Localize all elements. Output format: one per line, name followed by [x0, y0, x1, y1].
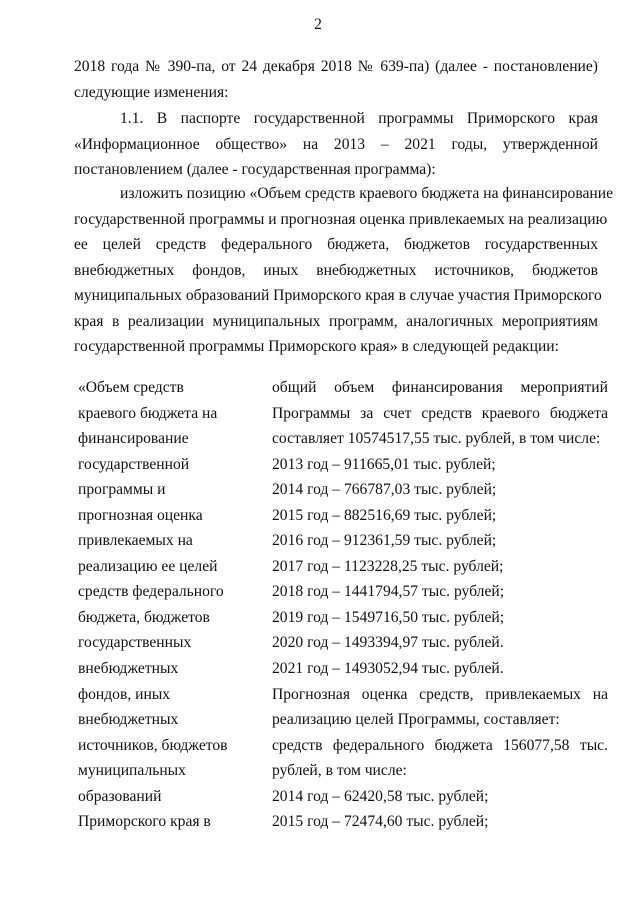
intro-paragraph — [74, 54, 598, 105]
left-cell-line: привлекаемых на — [78, 532, 193, 550]
left-cell-line: источников, бюджетов — [78, 736, 228, 754]
left-cell-line: «Объем средств — [78, 379, 184, 396]
paragraph-line: государственной программы Приморского края» в следующей редакции: — [74, 338, 559, 355]
left-cell-line: финансирование — [78, 430, 189, 448]
year-amount-line: 2017 год – 1123228,25 тыс. рублей; — [272, 557, 504, 575]
year-amount-line: 2016 год – 912361,59 тыс. рублей; — [272, 532, 497, 550]
left-cell-line: государственных — [78, 634, 192, 652]
paragraph-line: постановлением (далее - государственная программа): — [74, 161, 436, 178]
year-amount-line: 2018 год – 1441794,57 тыс. рублей; — [272, 583, 505, 601]
year-amount-line: 2020 год – 1493394,97 тыс. рублей. — [272, 634, 504, 652]
right-cell-line: реализацию целей Программы, составляет: — [272, 711, 560, 729]
left-cell-line: бюджета, бюджетов — [78, 608, 210, 626]
year-amount-line: 2013 год – 911665,01 тыс. рублей; — [272, 455, 496, 473]
year-amount-line: 2019 год – 1549716,50 тыс. рублей; — [272, 608, 505, 626]
paragraph-line: 1.1. В паспорте государственной программы Приморского края — [120, 110, 598, 127]
paragraph-line: «Информационное общество» на 2013 – 2021 годы, утвержденной — [74, 135, 598, 153]
paragraph-line: государственной программы и прогнозная оценка привлекаемых на реализацию — [74, 210, 608, 228]
right-cell-line: Программы за счет средств краевого бюджета — [272, 404, 608, 422]
paragraph-line: изложить позицию «Объем средств краевого бюджета на финансирование — [120, 185, 614, 202]
right-cell-line: рублей, в том числе: — [272, 762, 407, 780]
paragraph-line: 2018 года № 390-па, от 24 декабря 2018 № 639-па) (далее - постановление) — [74, 58, 598, 75]
left-cell-line: программы и — [78, 481, 166, 499]
year-amount-line: 2015 год – 72474,60 тыс. рублей; — [272, 813, 489, 831]
left-cell-line: муниципальных — [78, 762, 186, 780]
left-cell-line: государственной — [78, 455, 190, 473]
left-cell-line: Приморского края в — [78, 813, 211, 831]
year-amount-line: 2015 год – 882516,69 тыс. рублей; — [272, 506, 497, 524]
left-cell-line: реализацию ее целей — [78, 557, 218, 575]
paragraph-line: муниципальных образований Приморского края в случае участия Приморского — [74, 287, 602, 304]
paragraph-line: ее целей средств федерального бюджета, бюджетов государственных — [74, 236, 598, 253]
right-cell-line: общий объем финансирования мероприятий — [272, 379, 608, 396]
year-amount-line: 2014 год – 766787,03 тыс. рублей; — [272, 481, 497, 499]
paragraph-line: края в реализации муниципальных программ, аналогичных мероприятиям — [74, 312, 598, 330]
year-amount-line: 2014 год – 62420,58 тыс. рублей; — [272, 787, 489, 805]
right-cell-line: составляет 10574517,55 тыс. рублей, в том числе: — [272, 430, 601, 448]
paragraph-line: следующие изменения: — [74, 83, 229, 101]
page-number: 2 — [314, 16, 322, 33]
instruction-paragraph — [74, 181, 614, 360]
paragraph-line: внебюджетных фондов, иных внебюджетных источников, бюджетов — [74, 261, 598, 279]
left-cell-line: внебюджетных — [78, 660, 179, 678]
left-cell-line: средств федерального — [78, 583, 224, 601]
table-right-column — [272, 375, 608, 835]
left-cell-line: краевого бюджета на — [78, 404, 218, 422]
left-cell-line: образований — [78, 787, 162, 805]
amendment-paragraph — [74, 106, 598, 183]
right-cell-line: средств федерального бюджета 156077,58 тыс. — [272, 736, 608, 754]
table-left-column — [78, 375, 263, 835]
left-cell-line: внебюджетных — [78, 711, 179, 729]
left-cell-line: прогнозная оценка — [78, 506, 203, 524]
left-cell-line: фондов, иных — [78, 685, 171, 703]
year-amount-line: 2021 год – 1493052,94 тыс. рублей. — [272, 660, 504, 678]
right-cell-line: Прогнозная оценка средств, привлекаемых на — [272, 685, 608, 703]
